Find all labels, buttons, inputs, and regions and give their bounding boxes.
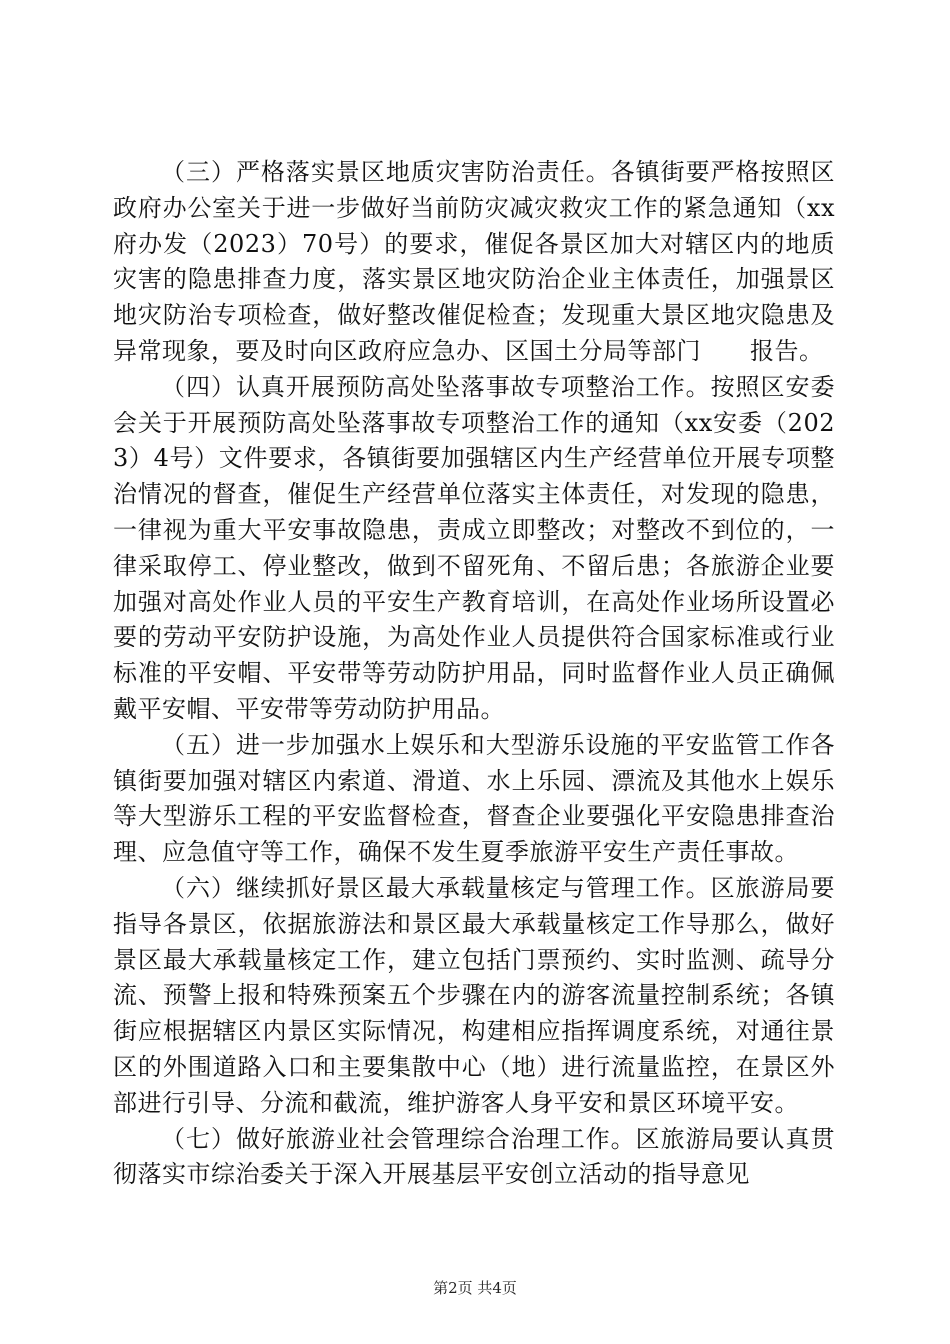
paragraph-5-water-amusement: （五）进一步加强水上娱乐和大型游乐设施的平安监管工作各镇街要加强对辖区内索道、滑道、水上乐园、漂流及其他水上娱乐等大型游乐工程的平安监督检查，督查企业要强化平安隐患排查治理、应急值守等工作，确保不发生夏季旅游平安生产责任事故。: [113, 730, 835, 867]
paragraph-3-geological-disaster: （三）严格落实景区地质灾害防治责任。各镇街要严格按照区政府办公室关于进一步做好当前防灾减灾救灾工作的紧急通知（xx府办发（2023）70号）的要求，催促各景区加大对辖区内的地质灾害的隐患排查力度，落实景区地灾防治企业主体责任，加强景区地灾防治专项检查，做好整改催促检查；发现重大景区地灾隐患及异常现象，要及时向区政府应急办、区国土分局等部门 报告。: [113, 158, 835, 365]
page-number-footer: 第2页 共4页: [433, 1279, 517, 1297]
document-body: [113, 155, 835, 1193]
paragraph-4-fall-prevention: （四）认真开展预防高处坠落事故专项整治工作。按照区安委会关于开展预防高处坠落事故专项整治工作的通知（xx安委（2023）4号）文件要求，各镇街要加强辖区内生产经营单位开展专项整治情况的督查，催促生产经营单位落实主体责任，对发现的隐患，一律视为重大平安事故隐患，责成立即整改；对整改不到位的，一律采取停工、停业整改，做到不留死角、不留后患；各旅游企业要加强对高处作业人员的平安生产教育培训，在高处作业场所设置必要的劳动平安防护设施，为高处作业人员提供符合国家标准或行业标准的平安帽、平安带等劳动防护用品，同时监督作业人员正确佩戴平安帽、平安带等劳动防护用品。: [113, 372, 835, 723]
paragraph-6-capacity-management: （六）继续抓好景区最大承载量核定与管理工作。区旅游局要指导各景区，依据旅游法和景区最大承载量核定工作导那么，做好景区最大承载量核定工作，建立包括门票预约、实时监测、疏导分流、预警上报和特殊预案五个步骤在内的游客流量控制系统；各镇街应根据辖区内景区实际情况，构建相应指挥调度系统，对通往景区的外围道路入口和主要集散中心（地）进行流量监控，在景区外部进行引导、分流和截流，维护游客人身平安和景区环境平安。: [113, 873, 835, 1117]
paragraph-7-social-management: （七）做好旅游业社会管理综合治理工作。区旅游局要认真贯彻落实市综治委关于深入开展基层平安创立活动的指导意见: [113, 1124, 835, 1189]
